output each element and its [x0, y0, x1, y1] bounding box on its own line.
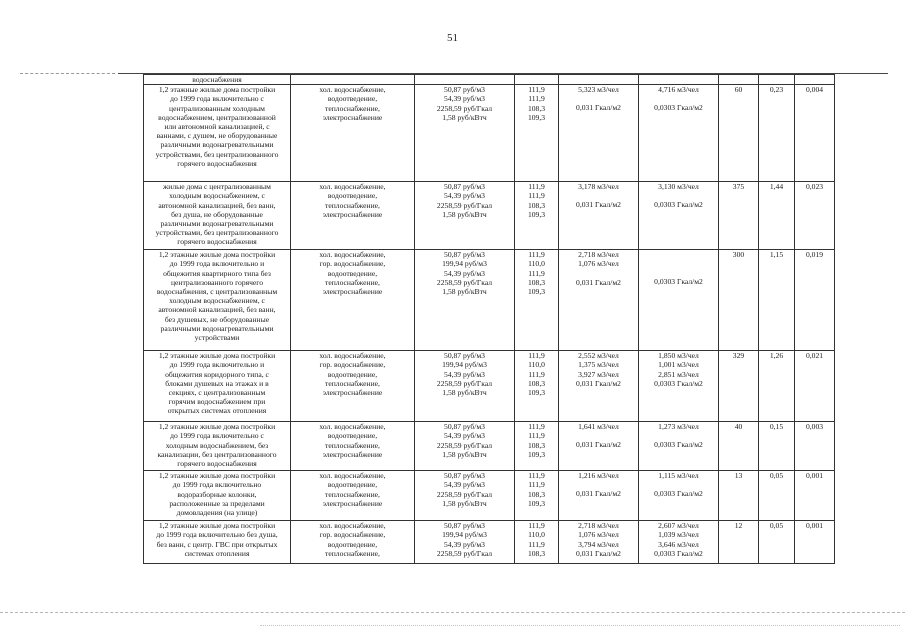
description-line: домовладения (на улице) — [176, 508, 258, 518]
description-line: 1,2 этажные жилые дома постройки — [158, 250, 276, 260]
norm-line: 0,031 Гкал/м2 — [576, 200, 621, 210]
service-line: теплоснабжение, — [325, 489, 380, 499]
service-line: водоотведение, — [327, 191, 378, 201]
norm-heating-line — [641, 94, 716, 103]
table-row — [144, 250, 835, 351]
index-line: 109,3 — [527, 112, 546, 122]
norm-heating-line — [641, 259, 716, 268]
norm-line: 2,552 м3/чел — [578, 351, 619, 361]
norm-line: 1,641 м3/чел — [578, 422, 619, 432]
tariff-line: 50,87 руб/м3 — [444, 471, 485, 481]
service-line: хол. водоснабжение, — [319, 471, 386, 481]
services-cell — [291, 85, 415, 182]
service-line: электроснабжение — [322, 287, 383, 297]
page-number: 51 — [447, 32, 458, 44]
tariff-line: 54,39 руб/м3 — [444, 431, 485, 441]
description-line: без ванн, с центр. ГВС при открытых — [156, 539, 278, 549]
description-line: автономной канализацией, без ванн, — [158, 305, 276, 315]
indexes-cell — [515, 182, 559, 250]
norm-heating-line: 4,716 м3/чел — [658, 85, 699, 95]
norm-line — [561, 191, 636, 200]
description-cell — [144, 85, 291, 182]
service-line: водоотведение, — [327, 268, 378, 278]
description-line: без душевых, не оборудованные — [164, 314, 270, 324]
tariff-line: 1,58 руб/кВтч — [442, 449, 487, 459]
service-line: теплоснабжение, — [325, 548, 380, 558]
description-line: централизованным холодным — [169, 103, 265, 113]
service-line: водоотведение, — [327, 369, 378, 379]
tariff-line: 54,39 руб/м3 — [444, 539, 485, 549]
index-line: 109,3 — [527, 388, 546, 398]
description-line: общежития квартирного типа без — [163, 268, 271, 278]
description-line: различными водонагревательными — [160, 323, 274, 333]
index-line: 110,0 — [528, 530, 545, 540]
index-line: 111,9 — [528, 422, 545, 432]
table-row — [144, 351, 835, 422]
norm-heating-line — [641, 191, 716, 200]
norm-heating-line: 0,0303 Гкал/м2 — [654, 440, 703, 450]
norm-line: 1,076 м3/чел — [578, 259, 619, 269]
services-cell — [291, 351, 415, 422]
description-line: различными водонагревательными — [160, 219, 274, 229]
norm-consumption-cell — [559, 85, 639, 182]
description-line: водоразборные колонки, — [177, 489, 257, 499]
index-line: 111,9 — [528, 351, 545, 361]
service-line: водоотведение, — [327, 480, 378, 490]
norm-line: 2,718 м3/чел — [578, 250, 619, 260]
index-line: 111,9 — [528, 539, 545, 549]
description-cell — [144, 422, 291, 471]
norm-heating-cell — [639, 422, 719, 471]
norm-line: 3,927 м3/чел — [578, 369, 619, 379]
service-line: теплоснабжение, — [325, 200, 380, 210]
norm-heating-line: 0,0303 Гкал/м2 — [654, 378, 703, 388]
indexes-cell — [515, 422, 559, 471]
continuation-cell — [144, 75, 291, 85]
index-line: 109,3 — [527, 209, 546, 219]
indexes-cell — [515, 351, 559, 422]
norm-line: 1,076 м3/чел — [578, 530, 619, 540]
table-row — [144, 85, 835, 182]
value2-cell: 0,001 — [795, 471, 835, 521]
value1-cell: 0,15 — [759, 422, 795, 471]
value1-cell: 0,23 — [759, 85, 795, 182]
continuation-row — [144, 75, 835, 85]
count-cell: 60 — [719, 85, 759, 182]
tariffs-cell — [415, 471, 515, 521]
service-line: электроснабжение — [322, 112, 383, 122]
norm-heating-line — [641, 250, 716, 259]
count-cell: 40 — [719, 422, 759, 471]
tariff-line: 1,58 руб/кВтч — [442, 287, 487, 297]
norm-consumption-cell — [559, 351, 639, 422]
index-line: 109,3 — [527, 498, 546, 508]
description-cell — [144, 351, 291, 422]
norm-heating-line: 0,0303 Гкал/м2 — [654, 489, 703, 499]
value2-cell: 0,019 — [795, 250, 835, 351]
norm-line: 0,031 Гкал/м2 — [576, 103, 621, 113]
tariff-line: 54,39 руб/м3 — [444, 191, 485, 201]
description-line: до 1999 года включительно — [172, 480, 262, 490]
index-line: 111,9 — [528, 85, 545, 95]
norm-line: 0,031 Гкал/м2 — [576, 440, 621, 450]
description-line: холодным водоснабжением, с — [169, 191, 265, 201]
table-row — [144, 182, 835, 250]
indexes-cell — [515, 250, 559, 351]
service-line: электроснабжение — [322, 498, 383, 508]
norm-line — [561, 480, 636, 489]
norm-heating-line: 3,646 м3/чел — [658, 539, 699, 549]
norm-heating-cell — [639, 351, 719, 422]
description-line: горячего водоснабжения — [177, 459, 257, 469]
norm-consumption-cell — [559, 471, 639, 521]
description-line: 1,2 этажные жилые дома постройки — [158, 422, 276, 432]
tariff-line: 2258,59 руб/Гкал — [436, 200, 493, 210]
description-cell — [144, 521, 291, 564]
services-cell — [291, 250, 415, 351]
tariff-line: 2258,59 руб/Гкал — [436, 440, 493, 450]
norm-heating-line — [641, 480, 716, 489]
tariff-line: 50,87 руб/м3 — [444, 85, 485, 95]
description-line: блоками душевых на этажах и в — [165, 378, 269, 388]
description-line: устройствами, без централизованного — [155, 149, 279, 159]
tariff-line: 54,39 руб/м3 — [444, 94, 485, 104]
table-row — [144, 422, 835, 471]
indexes-cell — [515, 471, 559, 521]
description-cell — [144, 471, 291, 521]
description-line: жилые дома с централизованным — [163, 182, 271, 192]
tariff-line: 2258,59 руб/Гкал — [436, 378, 493, 388]
norm-line: 1,375 м3/чел — [578, 360, 619, 370]
tariff-line: 1,58 руб/кВтч — [442, 498, 487, 508]
description-line: секциях, с централизованным — [168, 388, 266, 398]
index-line: 108,3 — [527, 548, 546, 558]
norm-line: 3,178 м3/чел — [578, 182, 619, 192]
norm-heating-line: 1,273 м3/чел — [658, 422, 699, 432]
norm-heating-line: 2,607 м3/чел — [658, 521, 699, 531]
service-line: водоотведение, — [327, 94, 378, 104]
description-line: до 1999 года включительно без душа, — [156, 530, 278, 540]
tariff-line: 1,58 руб/кВтч — [442, 112, 487, 122]
service-line: электроснабжение — [322, 449, 383, 459]
norm-line: 2,718 м3/чел — [578, 521, 619, 531]
norm-heating-cell — [639, 471, 719, 521]
description-line: 1,2 этажные жилые дома постройки — [158, 471, 276, 481]
service-line: гор. водоснабжение, — [319, 259, 386, 269]
norm-heating-line: 1,001 м3/чел — [658, 360, 699, 370]
tariff-line: 2258,59 руб/Гкал — [436, 489, 493, 499]
tariff-line: 1,58 руб/кВтч — [442, 209, 487, 219]
norm-heating-line: 0,0303 Гкал/м2 — [654, 103, 703, 113]
index-line: 111,9 — [528, 471, 545, 481]
services-cell — [291, 521, 415, 564]
norm-heating-cell — [639, 521, 719, 564]
description-line: устройствами, без централизованного — [155, 228, 279, 238]
norm-heating-line: 0,0303 Гкал/м2 — [654, 548, 703, 558]
count-cell: 300 — [719, 250, 759, 351]
indexes-cell — [515, 85, 559, 182]
description-line: канализации, без централизованного — [157, 449, 277, 459]
value2-cell: 0,021 — [795, 351, 835, 422]
description-line: 1,2 этажные жилые дома постройки — [158, 521, 276, 531]
norm-line — [561, 94, 636, 103]
norm-consumption-cell — [559, 422, 639, 471]
tariff-line: 199,94 руб/м3 — [442, 259, 487, 269]
tariff-line: 50,87 руб/м3 — [444, 422, 485, 432]
service-line: хол. водоснабжение, — [319, 521, 386, 531]
service-line: электроснабжение — [322, 388, 383, 398]
service-line: теплоснабжение, — [325, 378, 380, 388]
tariff-line: 2258,59 руб/Гкал — [436, 103, 493, 113]
description-line: расположенные за пределами — [169, 498, 265, 508]
index-line: 108,3 — [527, 489, 546, 499]
value1-cell: 1,15 — [759, 250, 795, 351]
tariffs-cell — [415, 521, 515, 564]
value2-cell: 0,003 — [795, 422, 835, 471]
index-line: 108,3 — [527, 277, 546, 287]
norm-line: 0,031 Гкал/м2 — [576, 277, 621, 287]
norm-line: 1,216 м3/чел — [578, 471, 619, 481]
norm-consumption-cell — [559, 182, 639, 250]
service-line: хол. водоснабжение, — [319, 422, 386, 432]
index-line: 108,3 — [527, 103, 546, 113]
count-cell: 329 — [719, 351, 759, 422]
service-line: водоотведение, — [327, 539, 378, 549]
index-line: 111,9 — [528, 250, 545, 260]
description-line: 1,2 этажные жилые дома постройки — [158, 351, 276, 361]
tariffs-cell — [415, 85, 515, 182]
description-line: системах отопления — [184, 548, 250, 558]
service-line: гор. водоснабжение, — [319, 530, 386, 540]
description-line: без душа, не оборудованные — [171, 209, 263, 219]
index-line: 111,9 — [528, 480, 545, 490]
index-line: 111,9 — [528, 431, 545, 441]
tariff-line: 54,39 руб/м3 — [444, 369, 485, 379]
value1-cell: 1,44 — [759, 182, 795, 250]
norm-consumption-cell — [559, 250, 639, 351]
index-line: 110,0 — [528, 259, 545, 269]
count-cell: 12 — [719, 521, 759, 564]
tariff-table — [143, 74, 835, 564]
description-line: водоснабжением, централизованной — [158, 112, 276, 122]
description-cell — [144, 250, 291, 351]
tariff-line: 54,39 руб/м3 — [444, 480, 485, 490]
description-line: 1,2 этажные жилые дома постройки — [158, 85, 276, 95]
scan-bottom-line — [0, 612, 905, 613]
description-line: водоснабжения, с централизованным — [156, 287, 278, 297]
norm-consumption-cell — [559, 521, 639, 564]
norm-line: 0,031 Гкал/м2 — [576, 489, 621, 499]
services-cell — [291, 422, 415, 471]
tariffs-cell — [415, 182, 515, 250]
description-cell — [144, 182, 291, 250]
description-line: общежития коридорного типа, с — [165, 369, 269, 379]
tariff-line: 199,94 руб/м3 — [442, 360, 487, 370]
value1-cell: 1,26 — [759, 351, 795, 422]
service-line: электроснабжение — [322, 209, 383, 219]
service-line: хол. водоснабжение, — [319, 85, 386, 95]
description-line: ваннами, с душем, не оборудованные — [156, 131, 278, 141]
norm-line: 0,031 Гкал/м2 — [576, 378, 621, 388]
index-line: 111,9 — [528, 369, 545, 379]
value1-cell: 0,05 — [759, 471, 795, 521]
norm-line: 5,323 м3/чел — [578, 85, 619, 95]
value2-cell: 0,023 — [795, 182, 835, 250]
tariff-line: 2258,59 руб/Гкал — [436, 548, 493, 558]
tariff-table-body — [144, 75, 835, 564]
norm-line: 3,794 м3/чел — [578, 539, 619, 549]
services-cell — [291, 182, 415, 250]
scan-edge-line — [20, 73, 115, 74]
tariff-line: 199,94 руб/м3 — [442, 530, 487, 540]
tariff-line: 50,87 руб/м3 — [444, 182, 485, 192]
description-line: до 1999 года включительно и — [169, 360, 265, 370]
norm-heating-line: 2,851 м3/чел — [658, 369, 699, 379]
description-line: до 1999 года включительно с — [170, 94, 264, 104]
tariff-line: 50,87 руб/м3 — [444, 250, 485, 260]
norm-heating-line — [641, 268, 716, 277]
norm-heating-line: 1,039 м3/чел — [658, 530, 699, 540]
index-line: 109,3 — [527, 449, 546, 459]
service-line: хол. водоснабжение, — [319, 182, 386, 192]
index-line: 111,9 — [528, 268, 545, 278]
index-line: 108,3 — [527, 200, 546, 210]
count-cell: 13 — [719, 471, 759, 521]
service-line: теплоснабжение, — [325, 277, 380, 287]
indexes-cell — [515, 521, 559, 564]
description-line: открытых системах отопления — [167, 406, 267, 416]
description-line: централизованного горячего — [170, 277, 264, 287]
index-line: 111,9 — [528, 191, 545, 201]
description-line: горячим водоснабжением при — [168, 397, 266, 407]
norm-line: 0,031 Гкал/м2 — [576, 548, 621, 558]
service-line: хол. водоснабжение, — [319, 250, 386, 260]
value2-cell: 0,001 — [795, 521, 835, 564]
description-line: холодным водоснабжением, без — [165, 440, 269, 450]
index-line: 108,3 — [527, 440, 546, 450]
tariff-line: 54,39 руб/м3 — [444, 268, 485, 278]
index-line: 111,9 — [528, 521, 545, 531]
scan-bottom-line-2 — [260, 625, 900, 626]
description-line: устройствами — [194, 333, 240, 343]
tariff-line: 50,87 руб/м3 — [444, 521, 485, 531]
norm-line — [561, 431, 636, 440]
norm-heating-line — [641, 431, 716, 440]
service-line: хол. водоснабжение, — [319, 351, 386, 361]
description-line: горячего водоснабжения — [177, 158, 257, 168]
index-line: 111,9 — [528, 94, 545, 104]
index-line: 109,3 — [527, 287, 546, 297]
description-line: горячего водоснабжения — [177, 237, 257, 247]
description-line: или автономной канализацией, с — [164, 122, 270, 132]
tariff-line: 50,87 руб/м3 — [444, 351, 485, 361]
description-line: автономной канализацией, без ванн, — [158, 200, 276, 210]
index-line: 111,9 — [528, 182, 545, 192]
table-row — [144, 521, 835, 564]
tariff-line: 2258,59 руб/Гкал — [436, 277, 493, 287]
tariff-line: 1,58 руб/кВтч — [442, 388, 487, 398]
service-line: теплоснабжение, — [325, 440, 380, 450]
continuation-text: водоснабжения — [192, 75, 242, 84]
table-row — [144, 471, 835, 521]
description-line: до 1999 года включительно и — [169, 259, 265, 269]
norm-heating-cell — [639, 85, 719, 182]
norm-heating-line: 1,115 м3/чел — [658, 471, 699, 481]
norm-heating-line: 0,0303 Гкал/м2 — [654, 277, 703, 287]
norm-heating-line: 1,850 м3/чел — [658, 351, 699, 361]
description-line: холодным водоснабжением, с — [169, 296, 265, 306]
service-line: гор. водоснабжение, — [319, 360, 386, 370]
description-line: до 1999 года включительно с — [170, 431, 264, 441]
service-line: водоотведение, — [327, 431, 378, 441]
norm-heating-cell — [639, 182, 719, 250]
norm-heating-cell — [639, 250, 719, 351]
index-line: 110,0 — [528, 360, 545, 370]
services-cell — [291, 471, 415, 521]
value1-cell: 0,05 — [759, 521, 795, 564]
count-cell: 375 — [719, 182, 759, 250]
tariffs-cell — [415, 250, 515, 351]
value2-cell: 0,004 — [795, 85, 835, 182]
tariffs-cell — [415, 351, 515, 422]
description-line: различными водонагревательными — [160, 140, 274, 150]
norm-heating-line: 3,130 м3/чел — [658, 182, 699, 192]
norm-heating-line: 0,0303 Гкал/м2 — [654, 200, 703, 210]
index-line: 108,3 — [527, 378, 546, 388]
tariffs-cell — [415, 422, 515, 471]
service-line: теплоснабжение, — [325, 103, 380, 113]
norm-line — [561, 269, 636, 278]
